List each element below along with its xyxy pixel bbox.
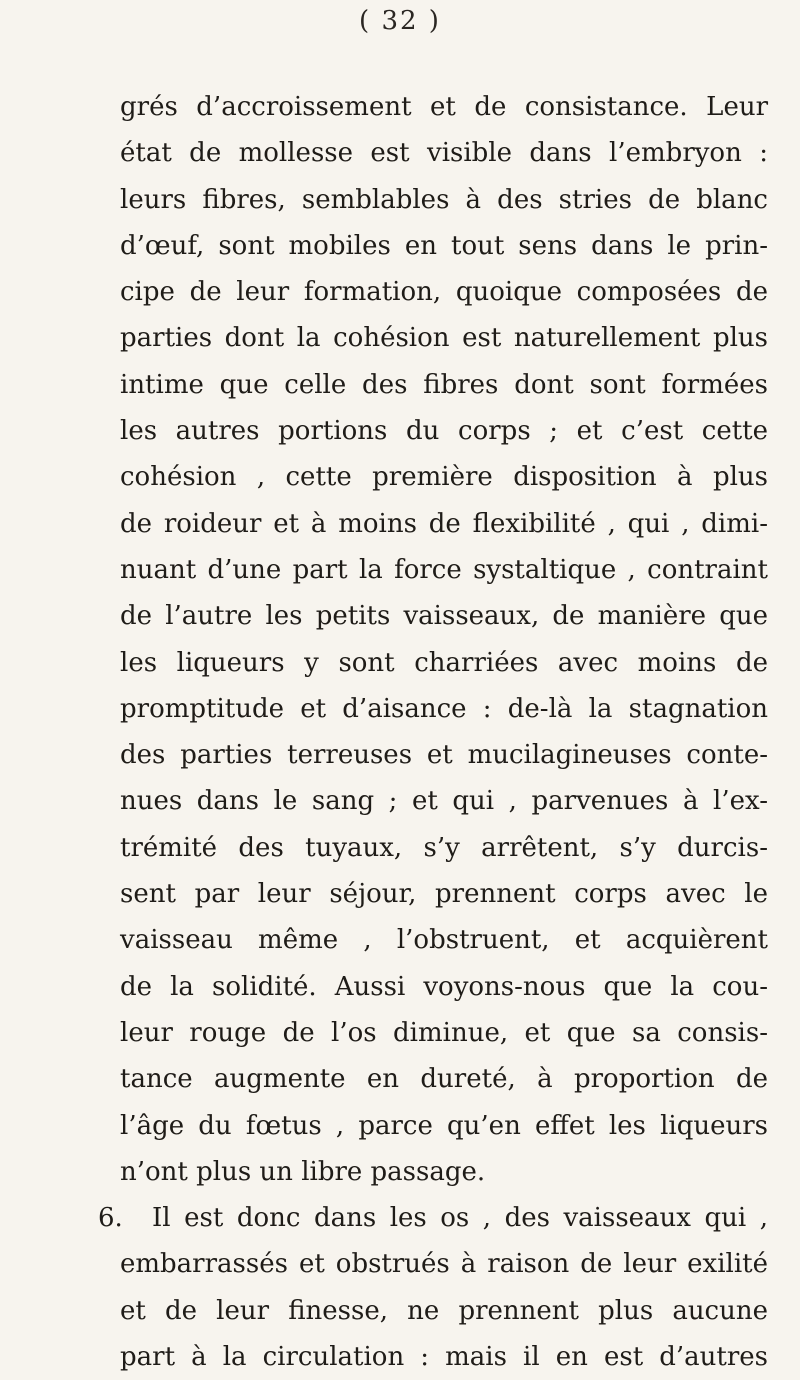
page-number: ( 32 ) bbox=[359, 6, 441, 36]
text-line: les liqueurs y sont charriées avec moins de bbox=[120, 647, 768, 678]
text-line: tance augmente en dureté, à proportion de bbox=[120, 1064, 768, 1095]
text-line: les autres portions du corps ; et c’est cette bbox=[120, 416, 768, 447]
text-line: leur rouge de l’os diminue, et que sa consis- bbox=[120, 1017, 768, 1048]
text-line-content: Il est donc dans les os , des vaisseaux qui , bbox=[152, 1203, 768, 1234]
text-line: leurs fibres, semblables à des stries de blanc bbox=[120, 184, 768, 215]
text-line: des parties terreuses et mucilagineuses conte- bbox=[120, 740, 768, 771]
text-line: promptitude et d’aisance : de-là la stagnation bbox=[120, 693, 768, 724]
text-line: cipe de leur formation, quoique composées de bbox=[120, 277, 768, 308]
paragraph-number: 6. bbox=[98, 1203, 123, 1234]
paragraph-start-line bbox=[98, 1195, 768, 1241]
text-line: d’œuf, sont mobiles en tout sens dans le prin- bbox=[120, 230, 768, 261]
text-line: et de leur finesse, ne prennent plus aucune bbox=[120, 1295, 768, 1326]
text-line: part à la circulation : mais il en est d’autres bbox=[120, 1342, 768, 1373]
text-line: nuant d’une part la force systaltique , contraint bbox=[120, 554, 768, 585]
text-line: intime que celle des fibres dont sont formées bbox=[120, 369, 768, 400]
text-line: nues dans le sang ; et qui , parvenues à l’ex- bbox=[120, 786, 768, 817]
text-line: trémité des tuyaux, s’y arrêtent, s’y durcis- bbox=[120, 832, 768, 863]
text-line: de la solidité. Aussi voyons-nous que la cou- bbox=[120, 971, 768, 1002]
text-line: état de mollesse est visible dans l’embryon : bbox=[120, 138, 768, 169]
text-line: sent par leur séjour, prennent corps avec le bbox=[120, 879, 768, 910]
text-line: grés d’accroissement et de consistance. Leur bbox=[120, 92, 768, 122]
body-text bbox=[98, 84, 768, 1380]
text-line: de l’autre les petits vaisseaux, de manière que bbox=[120, 601, 768, 632]
text-line: l’âge du fœtus , parce qu’en effet les liqueurs bbox=[120, 1110, 768, 1141]
text-line: n’ont plus un libre passage. bbox=[120, 1156, 486, 1187]
text-line: cohésion , cette première disposition à plus bbox=[120, 462, 768, 493]
text-line: embarrassés et obstrués à raison de leur exilité bbox=[120, 1249, 768, 1280]
text-line: parties dont la cohésion est naturellement plus bbox=[120, 323, 768, 354]
text-line: vaisseau même , l’obstruent, et acquièrent bbox=[120, 925, 768, 956]
text-line: de roideur et à moins de flexibilité , qui , dimi- bbox=[120, 508, 768, 539]
